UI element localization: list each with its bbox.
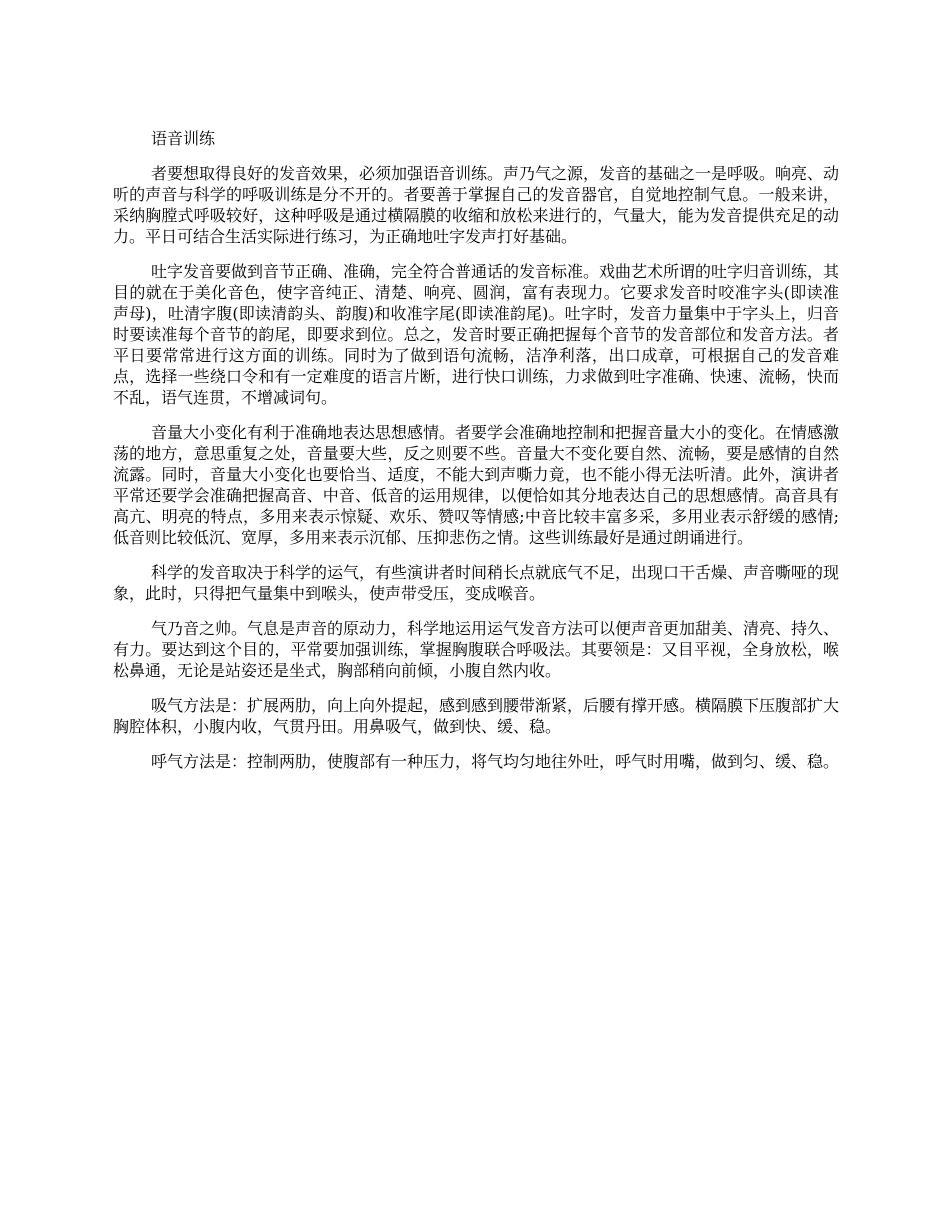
document-page [113, 128, 839, 786]
paragraph-articulation: 吐字发音要做到音节正确、准确，完全符合普通话的发音标准。戏曲艺术所谓的吐字归音训练，其目的就在于美化音色，使字音纯正、清楚、响亮、圆润，富有表现力。它要求发音时咬准字头(即读准声母)，吐清字腹(即读清韵头、韵腹)和收准字尾(即读准韵尾)。吐字时，发音力量集中于字头上，归音 时要读准每个音节的韵尾，即要求到位。总之，发音时要正确把握每个音节的发音部位和发音方法。者平日要常常进行这方面的训练。同时为了做到语句流畅，洁净利落，出口成章，可根据自己的发音难点，选择一些绕口令和有一定难度的语言片断，进行快口训练，力求做到吐字准确、快速、流畅，快而不乱，语气连贯，不增减词句。 [113, 262, 840, 407]
paragraph-breathing: 者要想取得良好的发音效果，必须加强语音训练。声乃气之源，发音的基础之一是呼吸。响亮、动听的声音与科学的呼吸训练是分不开的。者要善于掌握自己的发音器官，自觉地控制气息。一般来讲，采纳胸膛式呼吸较好，这种呼吸是通过横隔膜的收缩和放松来进行的，气量大，能为发音提供充足的动力。平日可结合生活实际进行练习，为正确地吐字发声打好基础。 [113, 164, 840, 246]
paragraph-breath-leads-voice: 气乃音之帅。气息是声音的原动力，科学地运用运气发音方法可以便声音更加甜美、清亮、持久、有力。要达到这个目的，平常要加强训练，掌握胸腹联合呼吸法。其要领是：又目平视，全身放松，喉松鼻通，无论是站姿还是坐式，胸部稍向前倾，小腹自然内收。 [113, 619, 840, 680]
document-title: 语音训练 [151, 129, 216, 148]
paragraph-inhale-method: 吸气方法是：扩展两肋，向上向外提起，感到感到腰带渐紧，后腰有撑开感。横隔膜下压腹部扩大胸腔体积，小腹内收，气贯丹田。用鼻吸气，做到快、缓、稳。 [113, 696, 840, 736]
paragraph-volume: 音量大小变化有利于准确地表达思想感情。者要学会准确地控制和把握音量大小的变化。在情感激荡的地方，意思重复之处，音量要大些，反之则要不些。音量大不变化要自然、流畅，要是感情的自然流露。同时，音量大小变化也要恰当、适度，不能大到声嘶力竟，也不能小得无法听清。此外，演讲者平常还要学会准确把握高音、中音、低音的运用规律，以便恰如其分地表达自己的思想感情。高音具有高亢、明亮的特点，多用来表示惊疑、欢乐、赞叹等情感;中音比较丰富多采，多用业表示舒缓的感情;低音则比较低沉、宽厚，多用来表示沉郁、压抑悲伤之情。这些训练最好是通过朗诵进行。 [113, 423, 840, 547]
paragraph-scientific-breath: 科学的发音取决于科学的运气，有些演讲者时间稍长点就底气不足，出现口干舌燥、声音嘶哑的现象，此时，只得把气量集中到喉头，使声带受压，变成喉音。 [113, 563, 840, 603]
paragraph-exhale-method: 呼气方法是：控制两肋，使腹部有一种压力，将气均匀地往外吐，呼气时用嘴，做到匀、缓、稳。 [151, 752, 840, 771]
